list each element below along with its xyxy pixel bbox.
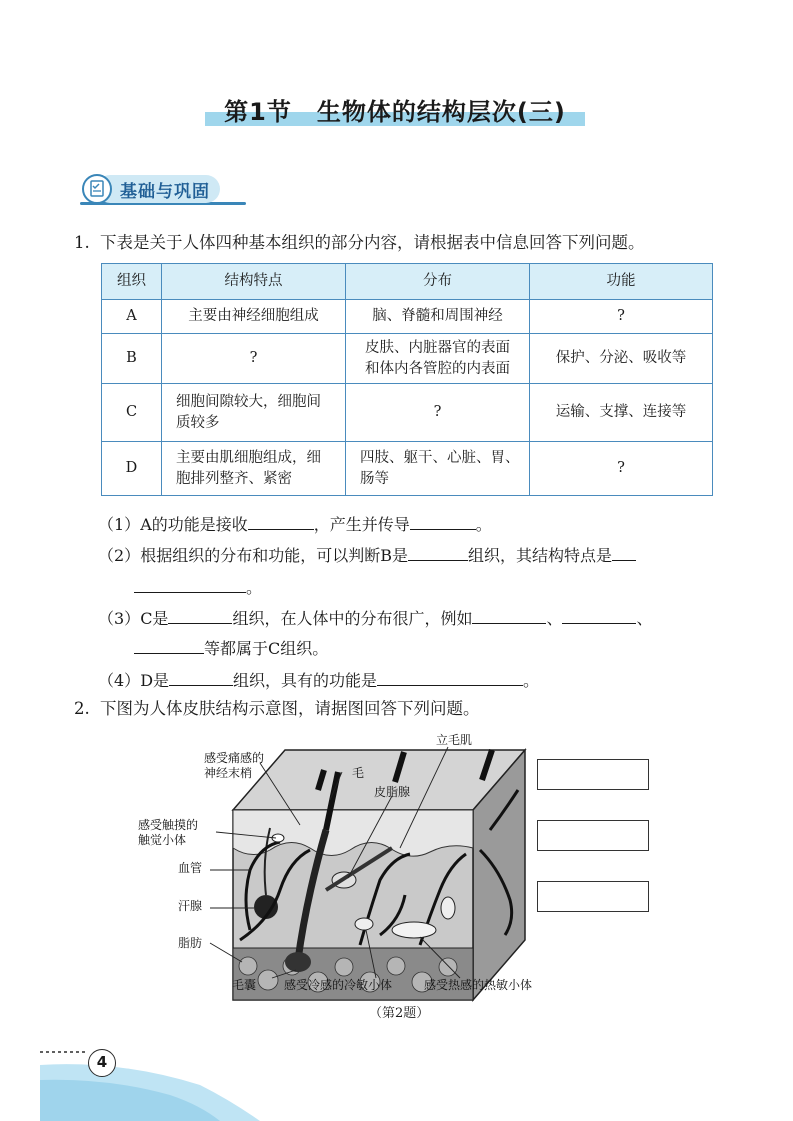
label-sweat-gland: 汗腺 [178, 899, 203, 913]
sub-question-3-continued: 等都属于C组织。 [134, 636, 328, 660]
tissue-cell: C [102, 384, 162, 442]
answer-blank[interactable] [562, 606, 636, 624]
structure-cell: 细胞间隙较大，细胞间 质较多 [162, 384, 346, 442]
figure-caption: （第2题） [369, 1006, 430, 1021]
sub-question-3: （3）C是 组织，在人体中的分布很广，例如 、 、 [98, 606, 652, 630]
answer-blank[interactable] [472, 606, 546, 624]
table-row [102, 384, 713, 442]
label-pain-receptor: 感受痛感的 神经末梢 [204, 751, 265, 780]
page-title: 第1节 生物体的结构层次(三) [224, 98, 566, 126]
structure-cell: 主要由肌细胞组成，细 胞排列整齐、紧密 [162, 442, 346, 496]
question-number: 1. [74, 233, 90, 252]
answer-blank[interactable] [168, 606, 232, 624]
tissue-cell: B [102, 334, 162, 384]
table-row [102, 442, 713, 496]
question-2-stem [74, 698, 480, 720]
page-corner-decoration [0, 1030, 260, 1121]
section-label: 基础与巩固 [120, 182, 210, 202]
label-heat-receptor: 感受热感的热敏小体 [424, 978, 533, 992]
sub-question-1: （1）A的功能是接收 ，产生并传导 。 [98, 512, 492, 536]
section-heading [74, 172, 246, 212]
table-header: 结构特点 [162, 264, 346, 300]
answer-blank[interactable] [134, 575, 246, 593]
function-cell: 保护、分泌、吸收等 [530, 334, 713, 384]
sub-question-2-continued: 。 [134, 575, 262, 599]
answer-blank[interactable] [408, 543, 468, 561]
distribution-cell: 皮肤、内脏器官的表面 和体内各管腔的内表面 [346, 334, 530, 384]
function-cell: 运输、支撑、连接等 [530, 384, 713, 442]
distribution-cell: ? [346, 384, 530, 442]
title-area [205, 92, 585, 132]
table-header: 功能 [530, 264, 713, 300]
table-row [102, 334, 713, 384]
answer-blank[interactable] [612, 543, 636, 561]
tissue-cell: D [102, 442, 162, 496]
sub-question-2: （2）根据组织的分布和功能，可以判断B是 组织，其结构特点是 [98, 543, 636, 567]
question-number: 2. [74, 699, 90, 718]
answer-blank[interactable] [410, 512, 476, 530]
question-text: 下图为人体皮肤结构示意图，请据图回答下列问题。 [100, 699, 480, 718]
answer-box-3[interactable] [537, 881, 649, 912]
tissue-cell: A [102, 300, 162, 334]
label-sebaceous-gland: 皮脂腺 [374, 785, 411, 799]
table-header: 分布 [346, 264, 530, 300]
label-cold-receptor: 感受冷感的冷敏小体 [284, 978, 393, 992]
label-touch-corpuscle: 感受触摸的 触觉小体 [138, 818, 199, 847]
tissue-table [101, 263, 713, 496]
answer-blank[interactable] [169, 668, 233, 686]
table-header: 组织 [102, 264, 162, 300]
sub-question-4: （4）D是 组织，具有的功能是 。 [98, 668, 539, 692]
label-hair-follicle: 毛囊 [232, 978, 257, 992]
structure-cell: 主要由神经细胞组成 [162, 300, 346, 334]
answer-blank[interactable] [248, 512, 314, 530]
answer-box-1[interactable] [537, 759, 649, 790]
distribution-cell: 脑、脊髓和周围神经 [346, 300, 530, 334]
question-1-stem [74, 232, 645, 254]
checklist-icon [82, 174, 112, 204]
function-cell: ? [530, 442, 713, 496]
function-cell: ? [530, 300, 713, 334]
page-number: 4 [88, 1049, 116, 1077]
table-header-row [102, 264, 713, 300]
label-arrector-muscle: 立毛肌 [436, 733, 473, 747]
answer-blank[interactable] [377, 668, 523, 686]
answer-blank[interactable] [134, 636, 204, 654]
label-hair: 毛 [352, 766, 365, 780]
distribution-cell: 四肢、躯干、心脏、胃、 肠等 [346, 442, 530, 496]
structure-cell: ? [162, 334, 346, 384]
table-row [102, 300, 713, 334]
answer-box-2[interactable] [537, 820, 649, 851]
label-fat: 脂肪 [178, 936, 203, 950]
label-blood-vessel: 血管 [178, 861, 203, 875]
question-text: 下表是关于人体四种基本组织的部分内容，请根据表中信息回答下列问题。 [100, 233, 645, 252]
